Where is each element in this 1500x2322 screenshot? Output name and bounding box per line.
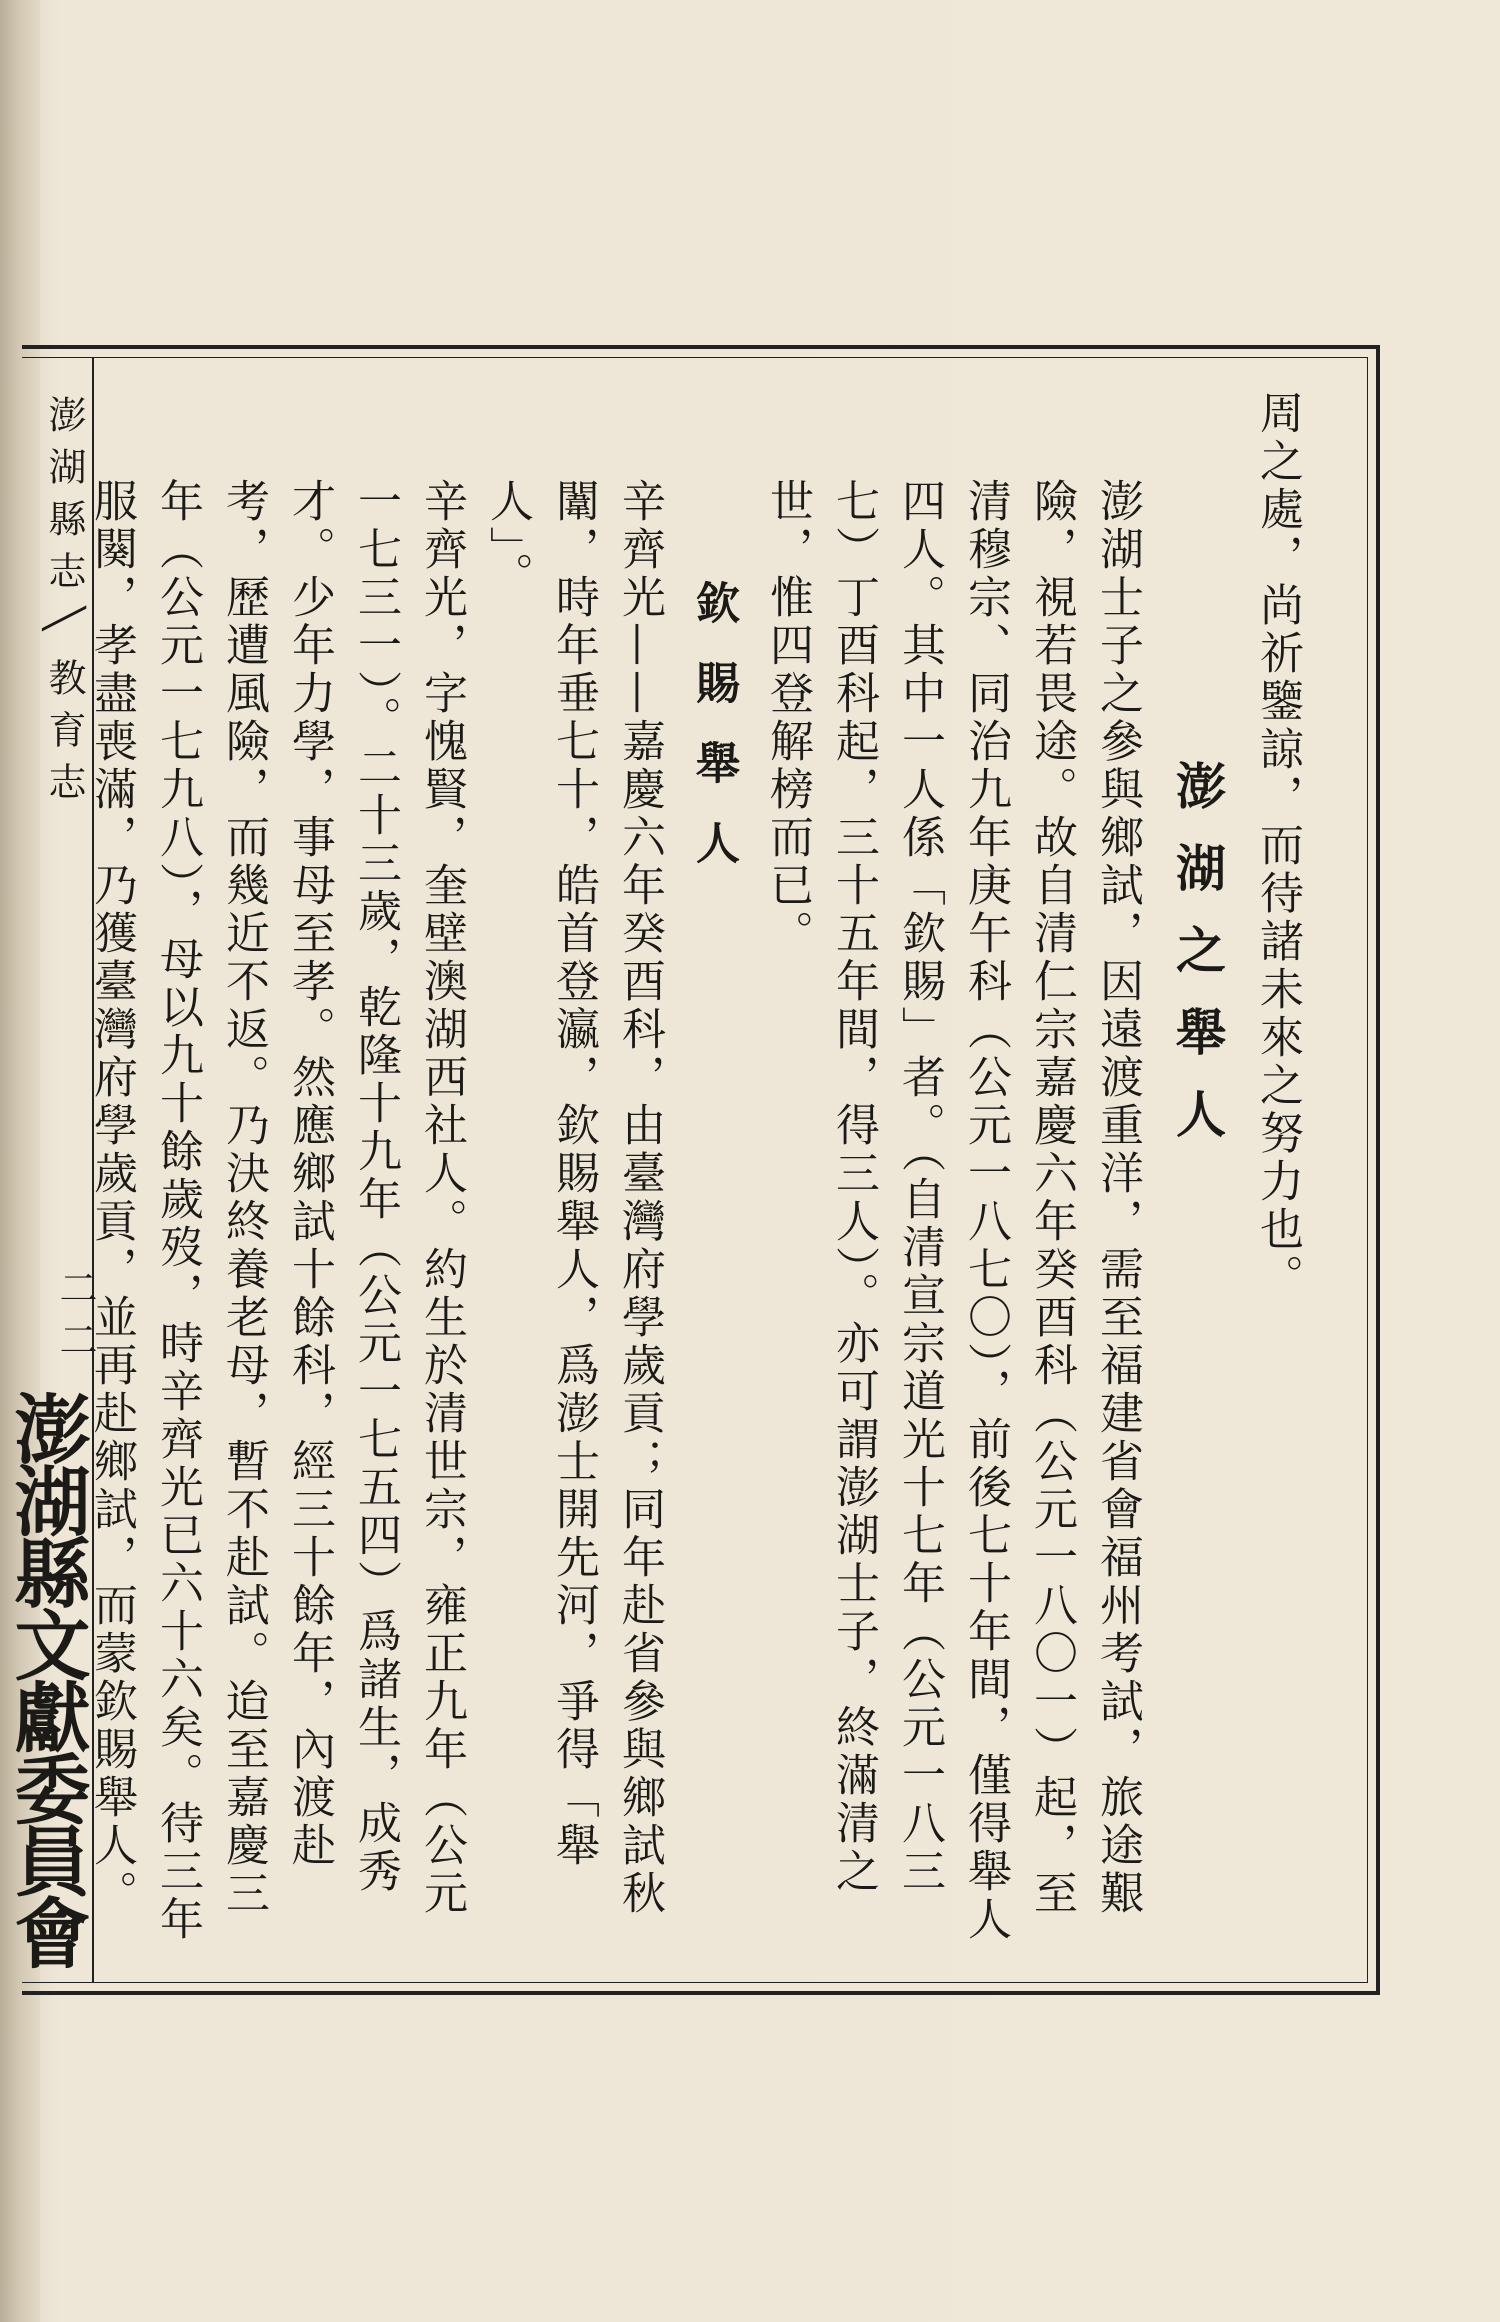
page-number: 二二 (53, 1268, 97, 1372)
paragraph-biography: 辛齊光，字愧賢，奎壁澳湖西社人。約生於清世宗，雍正九年（公元一七三一）。二十三歲，乾隆十九年（公元一七五四）爲諸生，成秀才。少年力學，事母至孝。然應鄉試十餘科，經三十餘年，內渡赴考，歷遭風險，而幾近不返。乃決終養老母，暫不赴試。迨至嘉慶三年（公元一七九八），母以九十餘歲歿，時辛齊光已六十六矣。待三年服闋，孝盡喪滿，乃獲臺灣府學歲貢，並再赴鄉試，而蒙欽賜舉人。 (86, 478, 467, 1944)
subsection-heading: 欽賜舉人 (688, 580, 739, 900)
main-text (86, 390, 1310, 1950)
paragraph-entry: 辛齊光——嘉慶六年癸酉科，由臺灣府學歲貢；同年赴省參與鄉試秋闈，時年垂七十，皓首登瀛，欽賜舉人，爲澎士開先河，爭得「舉人」。 (482, 478, 665, 1918)
chapter-title: 教育志 (42, 657, 86, 814)
section-heading: 澎湖之舉人 (1168, 760, 1227, 1170)
publisher-imprint: 澎湖縣文獻委員會 (2, 1390, 91, 1966)
book-title: 澎湖縣志 (42, 395, 86, 603)
paragraph-intro: 澎湖士子之參與鄉試，因遠渡重洋，需至福建省會福州考試，旅途艱險，視若畏途。故自清仁宗嘉慶六年癸酉科（公元一八〇一）起，至清穆宗、同治九年庚午科（公元一八七〇），前後七十年間，僅得舉人四人。其中一人係「欽賜」者。（自清宣宗道光十七年（公元一八三七）丁酉科起，三十五年間，得三人）。亦可謂澎湖士子，終滿清之世，惟四登解榜而已。 (762, 478, 1143, 1944)
paragraph-closing: 周之處，尚祈鑒諒，而待諸未來之努力也。 (1252, 390, 1303, 1302)
slash-divider-icon: ╲ (42, 607, 87, 630)
